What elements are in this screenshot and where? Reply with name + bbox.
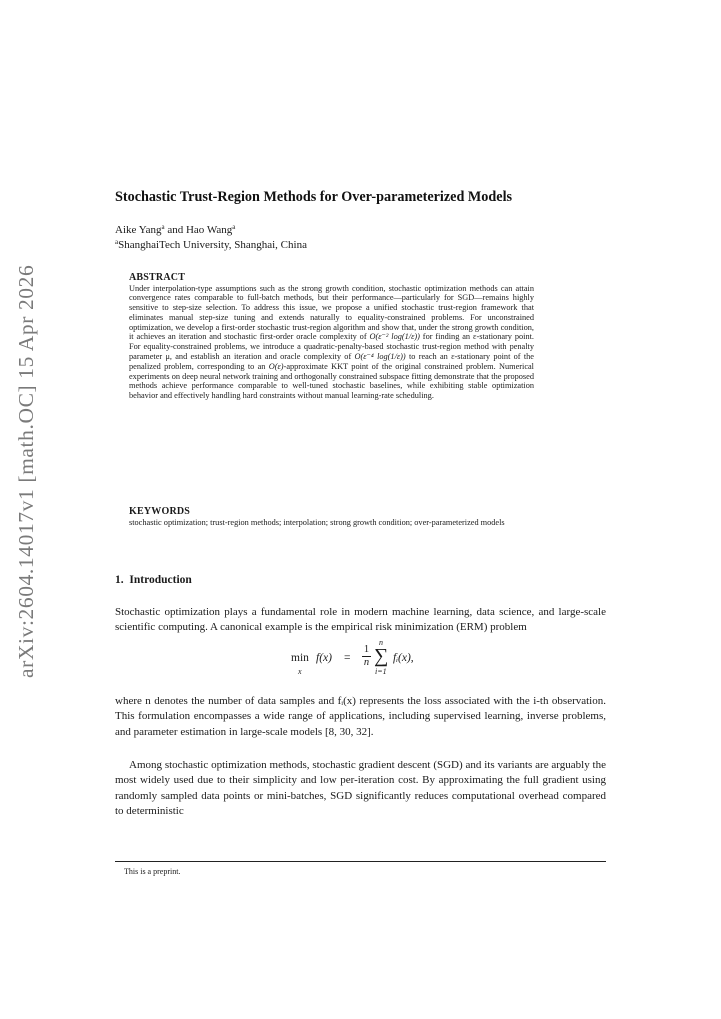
abstract-body (129, 284, 534, 402)
paper-title: Stochastic Trust-Region Methods for Over-parameterized Models (115, 189, 513, 205)
equation-equals: = (344, 652, 351, 664)
arxiv-identifier-stamp: arXiv:2604.14017v1 [math.OC] 15 Apr 2026 (14, 264, 38, 678)
abstract-text: to reach an ε-stationary point of the penalized problem, corresponding to an (129, 352, 534, 371)
abstract-math: O(ε⁻² log(1/ε)) (369, 332, 420, 342)
author-name: Aike Yang (115, 224, 162, 236)
author-name: Hao Wang (185, 224, 233, 236)
summation-sign: ∑ (374, 645, 389, 667)
section-number: 1. (115, 574, 124, 586)
equation-lhs: f(x) (316, 652, 332, 664)
equation-fraction (362, 644, 371, 669)
equation-rhs: fᵢ(x), (393, 652, 414, 664)
affiliation-text: ShanghaiTech University, Shanghai, China (118, 239, 307, 251)
fraction-numerator: 1 (363, 644, 370, 655)
summation-lower-limit: i=1 (375, 667, 387, 676)
intro-paragraph: Stochastic optimization plays a fundamental role in modern machine learning, data science, and large-scale scientific computing. A canonical example is the empirical risk minimization (ERM) problem (115, 606, 606, 634)
abstract-heading: ABSTRACT (129, 272, 186, 283)
abstract-text: -approximate KKT point of the original constrained problem. Numerical experiments on deep neural network training and orthogonally constrained subspace fitting demonstrate that the proposed methods achieve performance comparable to well-tuned stochastic baselines, while exhibiting stable optimization behavior and effectively handling hard constraints without manual learning-rate scheduling. (129, 361, 534, 401)
intro-paragraph: Among stochastic optimization methods, stochastic gradient descent (SGD) and its variants are arguably the most widely used due to their simplicity and low per-iteration cost. By approximating the full gradient using randomly sampled data points or mini-batches, SGD significantly reduces computational overhead compared to deterministic (115, 759, 606, 817)
footnote-text: This is a preprint. (124, 867, 181, 876)
abstract-math: O(ε) (268, 361, 284, 371)
equation-min-subscript: x (298, 667, 302, 676)
affiliation-mark: a (232, 223, 236, 231)
abstract-text: for finding an ε-stationary point. For equality-constrained problems, we introduce a quadratic-penalty-based stochastic trust-region method with penalty parameter μ, and establish an iteration and oracle complexity of (129, 332, 534, 362)
keywords-heading: KEYWORDS (129, 506, 191, 517)
affiliation-line (115, 238, 307, 251)
author-connector: and (164, 224, 186, 236)
abstract-math: O(ε⁻⁴ log(1/ε)) (354, 352, 406, 362)
fraction-denominator: n (363, 657, 370, 668)
abstract-text: Under interpolation-type assumptions such as the strong growth condition, stochastic optimization methods can attain convergence rates comparable to full-batch methods, but their performance—particularly for SGD—remains highly sensitive to step-size selection. To address this issue, we propose a unified stochastic trust-region framework that eliminates manual step-size tuning and extends naturally to equality-constrained problems. For unconstrained optimization, we develop a first-order stochastic trust-region algorithm and show that, under the strong growth condition, it achieves an iteration and stochastic first-order oracle complexity of (129, 283, 534, 342)
keywords-list: stochastic optimization; trust-region methods; interpolation; strong growth condition; over-parameterized models (129, 518, 505, 527)
author-line (115, 223, 235, 236)
summation-upper-limit: n (379, 638, 383, 647)
section-heading (115, 574, 192, 586)
intro-paragraph: where n denotes the number of data samples and fᵢ(x) represents the loss associated with the i-th observation. This formulation encompasses a wide range of applications, including supervised learning, inverse problems, and parameter estimation in large-scale models [8, 30, 32]. (115, 695, 606, 738)
section-title: Introduction (129, 574, 192, 586)
affiliation-mark: a (161, 223, 165, 231)
erm-equation (291, 640, 451, 684)
affiliation-mark: a (115, 238, 119, 246)
equation-min-operator: min (291, 652, 309, 664)
footnote-divider (115, 861, 606, 862)
